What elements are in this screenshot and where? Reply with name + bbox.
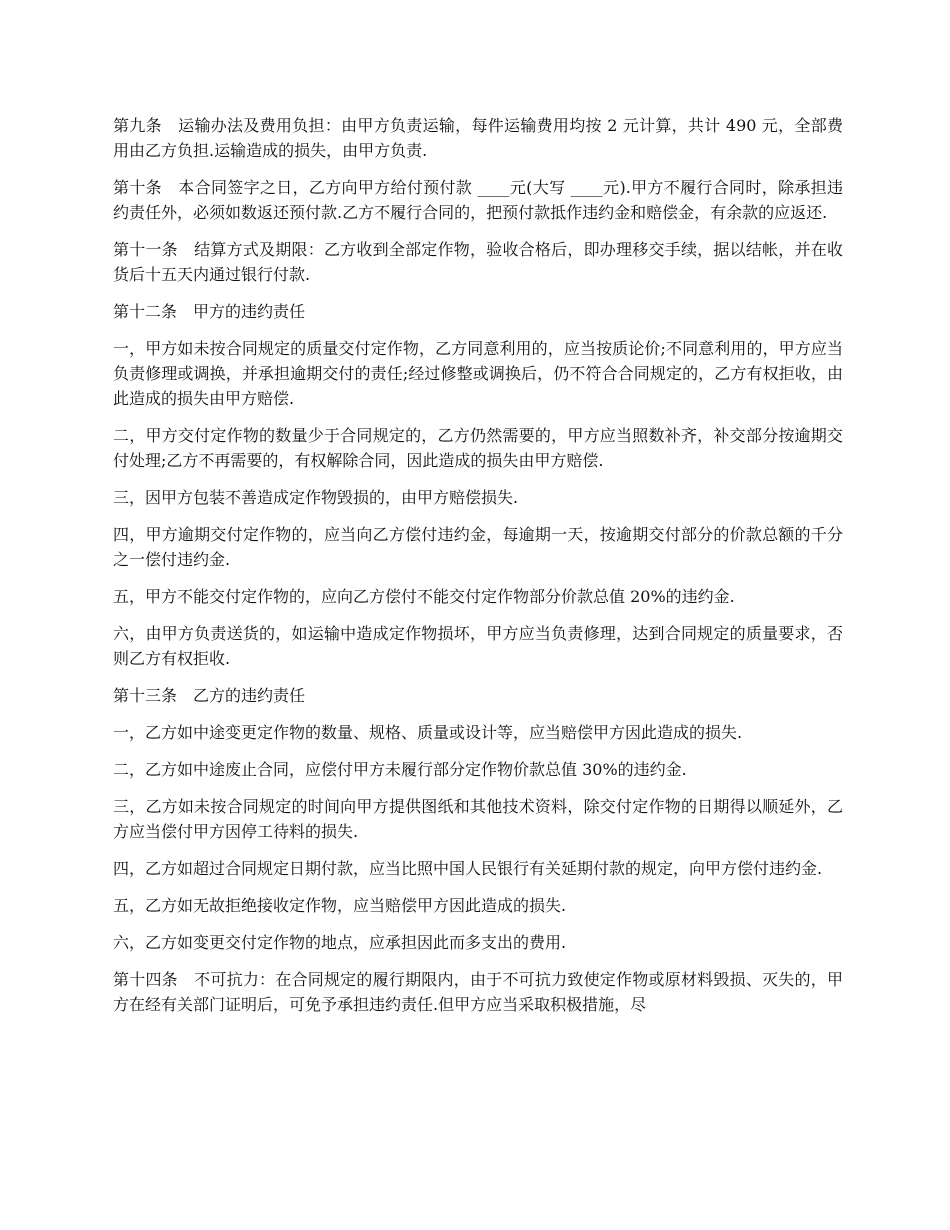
article-13-clause-4: 四，乙方如超过合同规定日期付款，应当比照中国人民银行有关延期付款的规定，向甲方偿付违约金. [113, 859, 823, 878]
article-12-clause-1: 一，甲方如未按合同规定的质量交付定作物，乙方同意利用的，应当按质论价;不同意利用的，甲方应当负责修理或调换，并承担逾期交付的责任;经过修整或调换后，仍不符合合同规定的，乙方有权拒收，由此造成的损失由甲方赔偿. [113, 339, 843, 408]
article-13-clause-2: 二，乙方如中途废止合同，应偿付甲方未履行部分定作物价款总值 30%的违约金. [113, 760, 687, 779]
article-13-clause-3: 三，乙方如未按合同规定的时间向甲方提供图纸和其他技术资料，除交付定作物的日期得以顺延外，乙方应当偿付甲方因停工待料的损失. [113, 797, 843, 841]
article-13-clause-1: 一，乙方如中途变更定作物的数量、规格、质量或设计等，应当赔偿甲方因此造成的损失. [113, 723, 743, 742]
article-12-clause-6: 六，由甲方负责送货的，如运输中造成定作物损坏，甲方应当负责修理，达到合同规定的质量要求，否则乙方有权拒收. [113, 624, 843, 668]
article-13-heading: 第十三条 乙方的违约责任 [113, 686, 306, 705]
article-9-transport: 第九条 运输办法及费用负担：由甲方负责运输，每件运输费用均按 2 元计算，共计 490 元，全部费用由乙方负担.运输造成的损失，由甲方负责. [113, 116, 843, 160]
article-12-clause-4: 四，甲方逾期交付定作物的，应当向乙方偿付违约金，每逾期一天，按逾期交付部分的价款总额的千分之一偿付违约金. [113, 525, 843, 569]
article-12-clause-3: 三，因甲方包装不善造成定作物毁损的，由甲方赔偿损失. [113, 488, 519, 507]
article-10-prepayment: 第十条 本合同签字之日，乙方向甲方给付预付款 ____元(大写 ____元).甲方不履行合同时，除承担违约责任外，必须如数返还预付款.乙方不履行合同的，把预付款抵作违约金和赔偿金，有余款的应返还. [113, 178, 843, 222]
article-13-clause-6: 六，乙方如变更交付定作物的地点，应承担因此而多支出的费用. [113, 933, 567, 952]
document-page [113, 113, 843, 1029]
article-14-force-majeure: 第十四条 不可抗力：在合同规定的履行期限内，由于不可抗力致使定作物或原材料毁损、灭失的，甲方在经有关部门证明后，可免予承担违约责任.但甲方应当采取积极措施，尽 [113, 970, 843, 1014]
article-12-clause-5: 五，甲方不能交付定作物的，应向乙方偿付不能交付定作物部分价款总值 20%的违约金. [113, 587, 735, 606]
article-13-clause-5: 五，乙方如无故拒绝接收定作物，应当赔偿甲方因此造成的损失. [113, 896, 567, 915]
article-11-settlement: 第十一条 结算方式及期限：乙方收到全部定作物，验收合格后，即办理移交手续，据以结帐，并在收货后十五天内通过银行付款. [113, 240, 843, 284]
article-12-clause-2: 二，甲方交付定作物的数量少于合同规定的，乙方仍然需要的，甲方应当照数补齐，补交部分按逾期交付处理;乙方不再需要的，有权解除合同，因此造成的损失由甲方赔偿. [113, 426, 843, 470]
article-12-heading: 第十二条 甲方的违约责任 [113, 302, 306, 321]
